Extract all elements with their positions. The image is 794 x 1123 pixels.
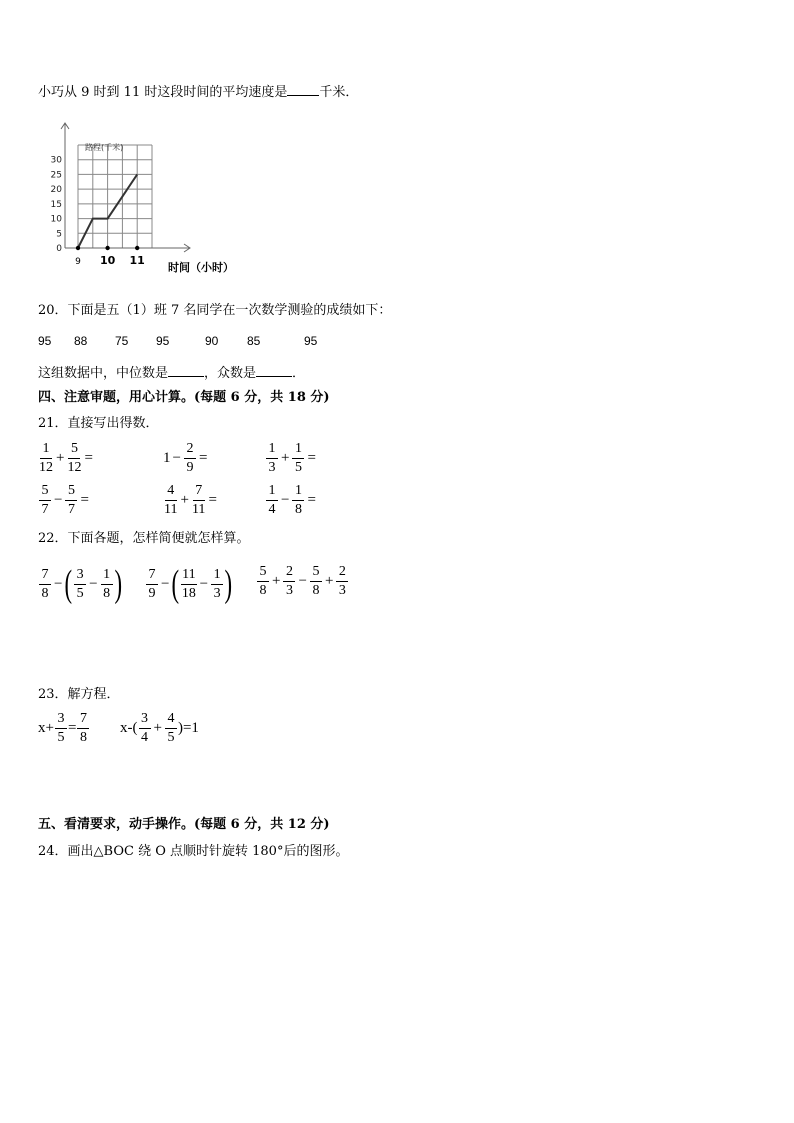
mode-blank[interactable] — [256, 364, 292, 377]
q23-eq-1: x+ $\frac{3}{5}$ = $\frac{7}{8}$ — [38, 712, 90, 745]
q20-scores — [38, 332, 317, 350]
x-tick-label: 10 — [99, 254, 116, 267]
y-tick-label: 10 — [50, 214, 62, 225]
q21-expr-4: $\frac{5}{7}$ − $\frac{5}{7}$ = — [38, 484, 91, 517]
q20-prompt: 20．下面是五（1）班 7 名同学在一次数学测验的成绩如下： — [38, 303, 392, 318]
q22-expr-3: $\frac{5}{8}$ + $\frac{2}{3}$ − $\frac{5}{8}$ + $\frac{2}{3}$ — [256, 565, 349, 598]
y-tick-label: 0 — [56, 244, 62, 254]
y-tick-label: 20 — [50, 185, 62, 196]
chart-grid — [78, 145, 152, 248]
score: 95 — [38, 334, 52, 348]
y-tick-label: 25 — [50, 170, 62, 181]
score: 85 — [247, 334, 261, 348]
q22-expr-2: $\frac{7}{9}$ − ( $\frac{11}{18}$ − $\frac{1}{3}$ ) — [145, 565, 233, 603]
q24-prompt: 24．画出△BOC 绕 O 点顺时针旋转 180°后的图形。 — [38, 844, 349, 859]
q21-expr-3: $\frac{1}{3}$ + $\frac{1}{5}$ = — [265, 442, 318, 475]
answer-blank[interactable] — [287, 83, 319, 96]
chart-y-ticks — [51, 156, 63, 254]
x-tick-dot — [105, 246, 109, 250]
score: 95 — [156, 334, 170, 348]
q21-expr-5: $\frac{4}{11}$ + $\frac{7}{11}$ = — [164, 483, 217, 517]
chart-y-label: 路程(千米) — [85, 143, 124, 152]
median-blank[interactable] — [168, 364, 204, 377]
x-tick-dot — [76, 246, 80, 250]
score: 75 — [115, 334, 129, 348]
x-tick-label: 9 — [75, 257, 81, 267]
chart-x-label: 时间（小时） — [168, 261, 234, 274]
q22-prompt: 22．下面各题，怎样简便就怎样算。 — [38, 531, 250, 546]
chart-axes — [61, 123, 190, 252]
q22-expr-1: $\frac{7}{8}$ − ( $\frac{3}{5}$ − $\frac{1}{8}$ ) — [38, 565, 122, 603]
q20-answer: 这组数据中，中位数是 ，众数是 ． — [38, 366, 306, 381]
score: 90 — [205, 334, 219, 348]
q21-expr-2: 1 − $\frac{2}{9}$ = — [163, 441, 208, 475]
q23-prompt: 23．解方程． — [38, 687, 120, 702]
x-tick-dot — [135, 246, 139, 250]
q19-text: 小巧从 9 时到 11 时这段时间的平均速度是 千米． — [38, 85, 359, 100]
q21-expr-6: $\frac{1}{4}$ − $\frac{1}{8}$ = — [265, 484, 318, 517]
section-4-title: 四、注意审题，用心计算。(每题 6 分，共 18 分) — [38, 390, 330, 405]
score: 88 — [74, 334, 88, 348]
q21-expr-1: $\frac{1}{12}$ + $\frac{5}{12}$ = — [39, 441, 93, 475]
y-tick-label: 30 — [50, 155, 62, 166]
score: 95 — [304, 334, 318, 348]
q23-eq-2: x-( $\frac{3}{4}$ + $\frac{4}{5}$ )=1 — [120, 711, 199, 745]
q21-prompt: 21．直接写出得数． — [38, 416, 159, 431]
y-tick-label: 15 — [50, 199, 62, 210]
chart-x-ticks — [75, 254, 145, 267]
y-tick-label: 5 — [56, 229, 62, 240]
x-tick-label: 11 — [129, 254, 145, 267]
distance-time-chart — [40, 118, 260, 278]
section-5-title: 五、看清要求，动手操作。(每题 6 分，共 12 分) — [38, 817, 330, 832]
